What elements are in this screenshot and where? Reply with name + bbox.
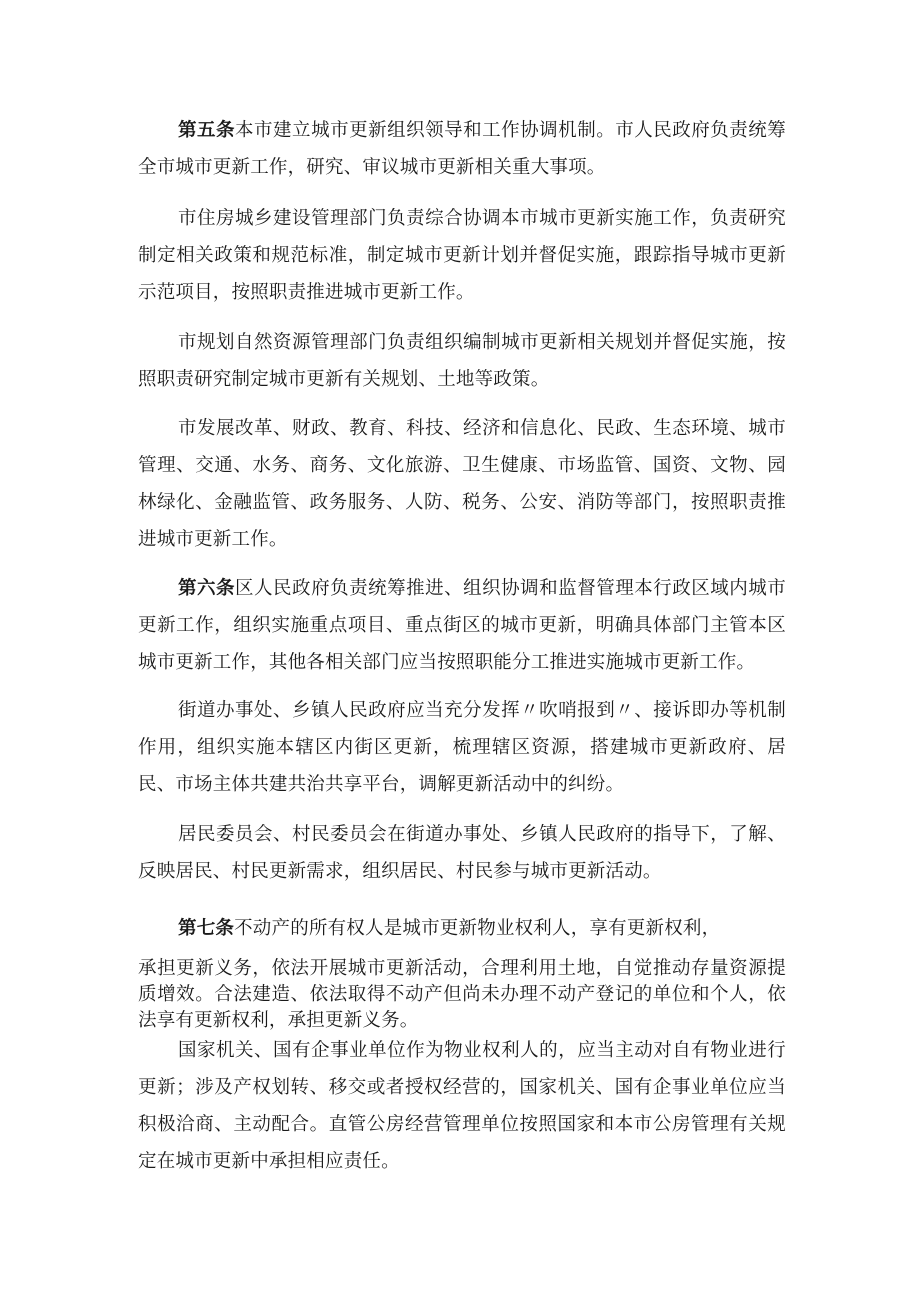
paragraph-text: 承担更新义务，依法开展城市更新活动，合理利用土地，自觉推动存量资源提质增效。合法建造、依法取得不动产但尚未办理不动产登记的单位和个人，依法享有更新权利，承担更新义务。 (138, 958, 786, 1031)
paragraph-state-organs (138, 1032, 786, 1180)
paragraph-text: 居民委员会、村民委员会在街道办事处、乡镇人民政府的指导下，了解、反映居民、村民更新需求，组织居民、村民参与城市更新活动。 (138, 824, 786, 882)
paragraph-text: 区人民政府负责统筹推进、组织协调和监督管理本行政区域内城市更新工作，组织实施重点项目、重点街区的城市更新，明确具体部门主管本区城市更新工作，其他各相关部门应当按照职能分工推进实施城市更新工作。 (138, 578, 786, 673)
paragraph-text: 市发展改革、财政、教育、科技、经济和信息化、民政、生态环境、城市管理、交通、水务、商务、文化旅游、卫生健康、市场监管、国资、文物、园林绿化、金融监管、政务服务、人防、税务、公安、消防等部门，按照职责推进城市更新工作。 (138, 418, 786, 550)
paragraph-committees (138, 816, 786, 890)
paragraph-text: 本市建立城市更新组织领导和工作协调机制。市人民政府负责统筹全市城市更新工作，研究、审议城市更新相关重大事项。 (138, 120, 786, 178)
paragraph-article-5 (138, 112, 786, 186)
paragraph-planning-dept (138, 324, 786, 398)
paragraph-street-office (138, 692, 786, 803)
article-heading: 第七条 (178, 918, 235, 939)
article-heading: 第六条 (178, 578, 236, 599)
paragraph-article-7-continued (138, 956, 786, 1034)
article-heading: 第五条 (178, 120, 236, 141)
paragraph-housing-dept (138, 200, 786, 311)
paragraph-text: 市住房城乡建设管理部门负责综合协调本市城市更新实施工作，负责研究制定相关政策和规范标准，制定城市更新计划并督促实施，跟踪指导城市更新示范项目，按照职责推进城市更新工作。 (138, 208, 786, 303)
paragraph-article-6 (138, 570, 786, 681)
paragraph-text: 不动产的所有权人是城市更新物业权利人，享有更新权利， (234, 918, 721, 939)
paragraph-text: 街道办事处、乡镇人民政府应当充分发挥〃吹哨报到〃、接诉即办等机制作用，组织实施本辖区内街区更新，梳理辖区资源，搭建城市更新政府、居民、市场主体共建共治共享平台，调解更新活动中的纠纷。 (138, 700, 786, 795)
paragraph-other-depts (138, 410, 786, 558)
paragraph-text: 市规划自然资源管理部门负责组织编制城市更新相关规划并督促实施，按照职责研究制定城市更新有关规划、土地等政策。 (138, 332, 786, 390)
paragraph-text: 国家机关、国有企事业单位作为物业权利人的，应当主动对自有物业进行更新；涉及产权划转、移交或者授权经营的，国家机关、国有企事业单位应当积极洽商、主动配合。直管公房经营管理单位按照国家和本市公房管理有关规定在城市更新中承担相应责任。 (138, 1040, 786, 1172)
paragraph-article-7 (138, 910, 786, 947)
